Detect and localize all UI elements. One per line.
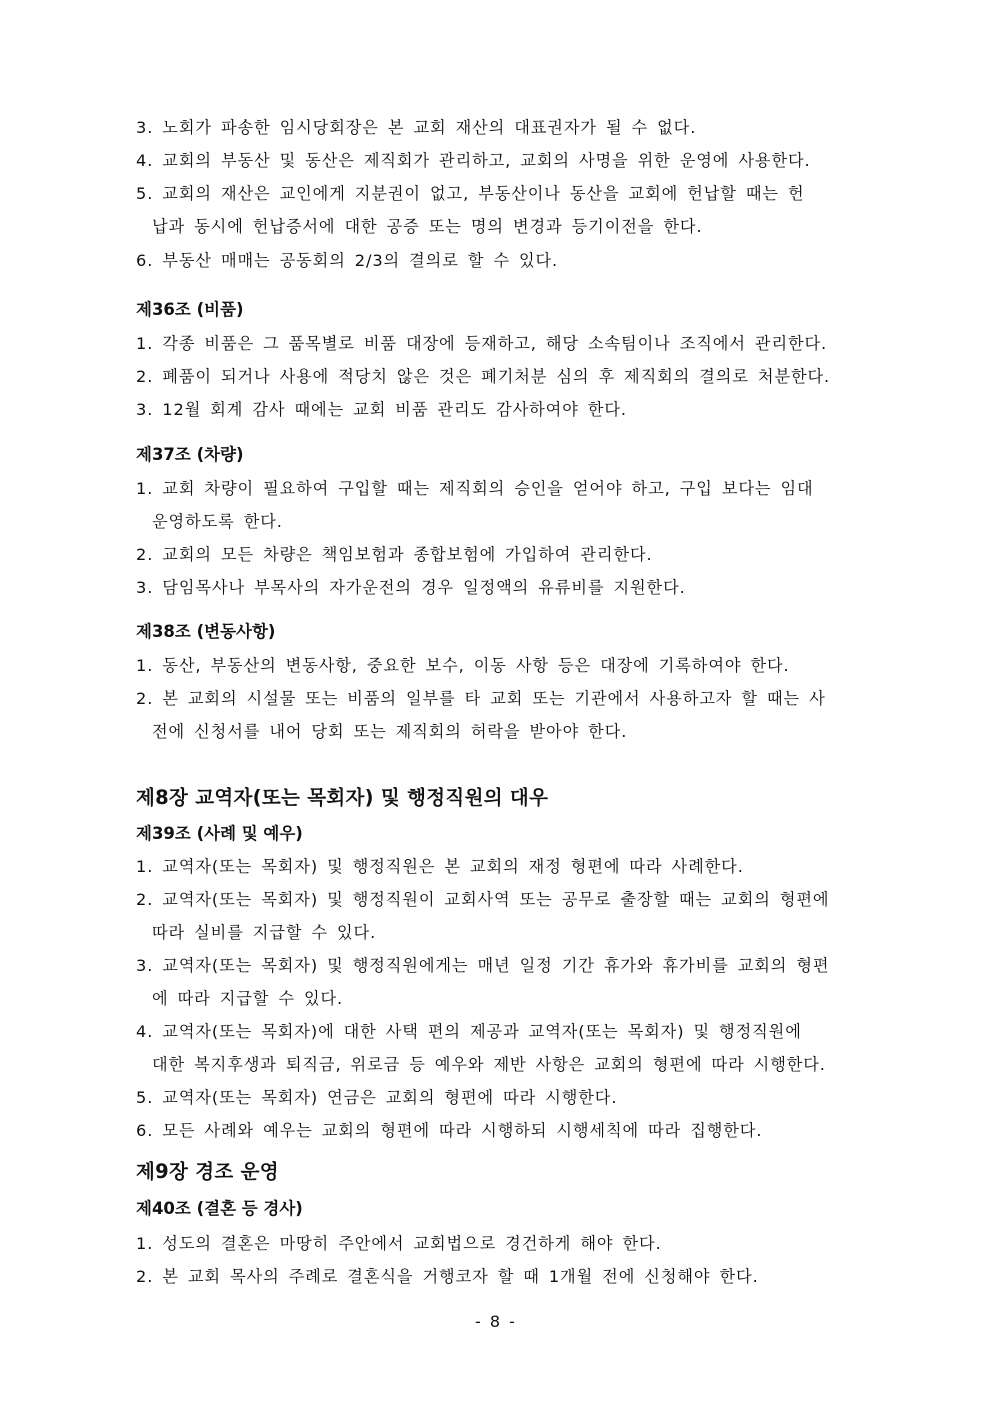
list-item: 2. 폐품이 되거나 사용에 적당치 않은 것은 폐기처분 심의 후 제직회의 결의로 처분한다. — [136, 367, 831, 386]
page-number: - 8 - — [475, 1312, 517, 1331]
list-item: 1. 각종 비품은 그 품목별로 비품 대장에 등재하고, 해당 소속팀이나 조직에서 관리한다. — [136, 334, 828, 353]
list-item: 1. 동산, 부동산의 변동사항, 중요한 보수, 이동 사항 등은 대장에 기록하여야 한다. — [136, 656, 790, 675]
list-item-continuation: 대한 복지후생과 퇴직금, 위로금 등 예우와 제반 사항은 교회의 형편에 따라 시행한다. — [152, 1055, 826, 1074]
article-heading: 제36조 (비품) — [136, 300, 244, 319]
list-item: 3. 교역자(또는 목회자) 및 행정직원에게는 매년 일정 기간 휴가와 휴가비를 교회의 형편 — [136, 956, 830, 975]
article-heading: 제37조 (차량) — [136, 445, 244, 464]
list-item-continuation: 따라 실비를 지급할 수 있다. — [152, 923, 377, 942]
list-item: 2. 본 교회 목사의 주례로 결혼식을 거행코자 할 때 1개월 전에 신청해야 한다. — [136, 1267, 759, 1286]
list-item-continuation: 에 따라 지급할 수 있다. — [152, 989, 344, 1008]
chapter-heading: 제8장 교역자(또는 목회자) 및 행정직원의 대우 — [136, 786, 549, 809]
list-item: 3. 담임목사나 부목사의 자가운전의 경우 일정액의 유류비를 지원한다. — [136, 578, 686, 597]
list-item: 2. 교역자(또는 목회자) 및 행정직원이 교회사역 또는 공무로 출장할 때는 교회의 형편에 — [136, 890, 830, 909]
list-item: 3. 12월 회계 감사 때에는 교회 비품 관리도 감사하여야 한다. — [136, 400, 627, 419]
list-item: 1. 교역자(또는 목회자) 및 행정직원은 본 교회의 재정 형편에 따라 사례한다. — [136, 857, 744, 876]
list-item: 5. 교회의 재산은 교인에게 지분권이 없고, 부동산이나 동산을 교회에 헌납할 때는 헌 — [136, 184, 805, 203]
list-item: 6. 부동산 매매는 공동회의 2/3의 결의로 할 수 있다. — [136, 251, 559, 270]
article-heading: 제38조 (변동사항) — [136, 622, 276, 641]
article-heading: 제40조 (결혼 등 경사) — [136, 1199, 303, 1218]
list-item: 5. 교역자(또는 목회자) 연금은 교회의 형편에 따라 시행한다. — [136, 1088, 618, 1107]
list-item: 4. 교회의 부동산 및 동산은 제직회가 관리하고, 교회의 사명을 위한 운영에 사용한다. — [136, 151, 811, 170]
article-heading: 제39조 (사례 및 예우) — [136, 824, 303, 843]
list-item: 6. 모든 사례와 예우는 교회의 형편에 따라 시행하되 시행세칙에 따라 집행한다. — [136, 1121, 763, 1140]
list-item: 3. 노회가 파송한 임시당회장은 본 교회 재산의 대표권자가 될 수 없다. — [136, 118, 697, 137]
list-item-continuation: 납과 동시에 헌납증서에 대한 공증 또는 명의 변경과 등기이전을 한다. — [152, 217, 703, 236]
list-item-continuation: 운영하도록 한다. — [152, 512, 283, 531]
list-item: 2. 교회의 모든 차량은 책임보험과 종합보험에 가입하여 관리한다. — [136, 545, 653, 564]
list-item: 1. 성도의 결혼은 마땅히 주안에서 교회법으로 경건하게 해야 한다. — [136, 1234, 662, 1253]
list-item: 2. 본 교회의 시설물 또는 비품의 일부를 타 교회 또는 기관에서 사용하고자 할 때는 사 — [136, 689, 826, 708]
list-item: 1. 교회 차량이 필요하여 구입할 때는 제직회의 승인을 얻어야 하고, 구입 보다는 임대 — [136, 479, 814, 498]
list-item-continuation: 전에 신청서를 내어 당회 또는 제직회의 허락을 받아야 한다. — [152, 722, 628, 741]
chapter-heading: 제9장 경조 운영 — [136, 1160, 279, 1183]
list-item: 4. 교역자(또는 목회자)에 대한 사택 편의 제공과 교역자(또는 목회자) 및 행정직원에 — [136, 1022, 802, 1041]
